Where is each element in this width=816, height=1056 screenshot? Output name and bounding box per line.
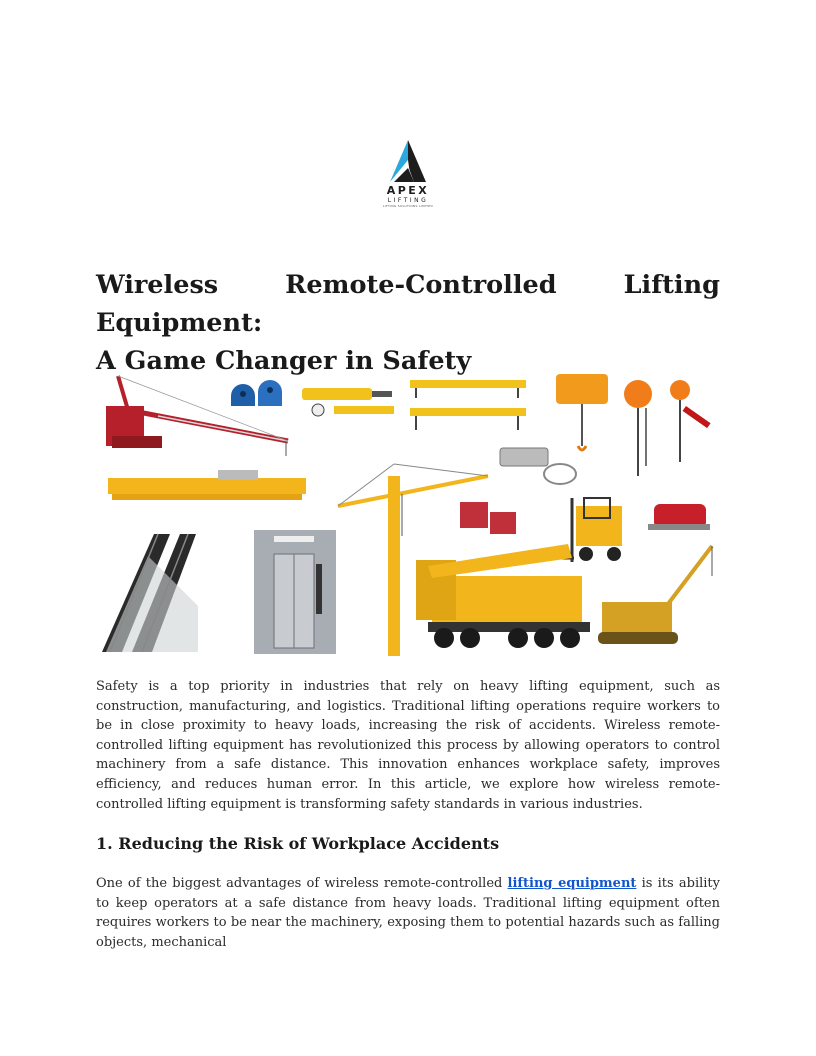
lifting-equipment-collage-image: [98, 366, 720, 658]
section-1-text-before-link: One of the biggest advantages of wireless remote-controlled: [96, 876, 508, 891]
title-line-2: A Game Changer in Safety: [96, 346, 472, 376]
blue-beam-clamps-image: [231, 380, 282, 406]
spreader-beams-image: [410, 380, 526, 430]
logo-tagline: LIFTING SOLUTIONS LIMITED: [382, 204, 434, 208]
electric-chain-hoist-image: [556, 374, 608, 450]
overhead-bridge-crane-image: [108, 470, 306, 500]
intro-paragraph: Safety is a top priority in industries that rely on heavy lifting equipment, such as construction, manufacturing, and logistics. Traditional lifting operations require workers to be in close proximity to heavy loads, increasing the risk of accidents. Wireless remote-controlled lifting equipment has revolutionized this process by allowing operators to control machinery from a safe distance. This innovation enhances workplace safety, improves efficiency, and reduces human error. In this article, we explore how wireless remote-controlled lifting equipment is transforming safety standards in various industries.: [96, 679, 720, 812]
lifting-equipment-link[interactable]: lifting equipment: [507, 876, 637, 891]
apex-lifting-logo: [376, 138, 440, 220]
title-line-1: Wireless Remote-Controlled Lifting Equipment:: [96, 270, 720, 338]
escalator-image: [102, 534, 198, 652]
article-title: [96, 266, 720, 380]
electric-winch-image: [648, 504, 710, 530]
section-1-heading: 1. Reducing the Risk of Workplace Accidents: [96, 834, 500, 853]
mobile-crane-truck-image: [416, 544, 590, 648]
logo-subword: LIFTING: [387, 197, 429, 204]
red-girder-trolleys-image: [460, 502, 516, 534]
wire-rope-puller-image: [500, 448, 576, 484]
hydraulic-jack-image: [302, 388, 394, 416]
manual-chain-blocks-image: [624, 380, 711, 476]
apex-triangle-icon: [388, 138, 428, 184]
section-1-text-after-link: is its ability to keep operators at a safe distance from heavy loads. Traditional lifting equipment often requires workers to be near the machinery, exposing them to potential hazards such as falling objects, mechanical: [96, 876, 720, 950]
elevator-image: [254, 530, 336, 654]
logo-wordmark: APEX: [386, 184, 430, 197]
section-1-paragraph: [96, 874, 720, 950]
